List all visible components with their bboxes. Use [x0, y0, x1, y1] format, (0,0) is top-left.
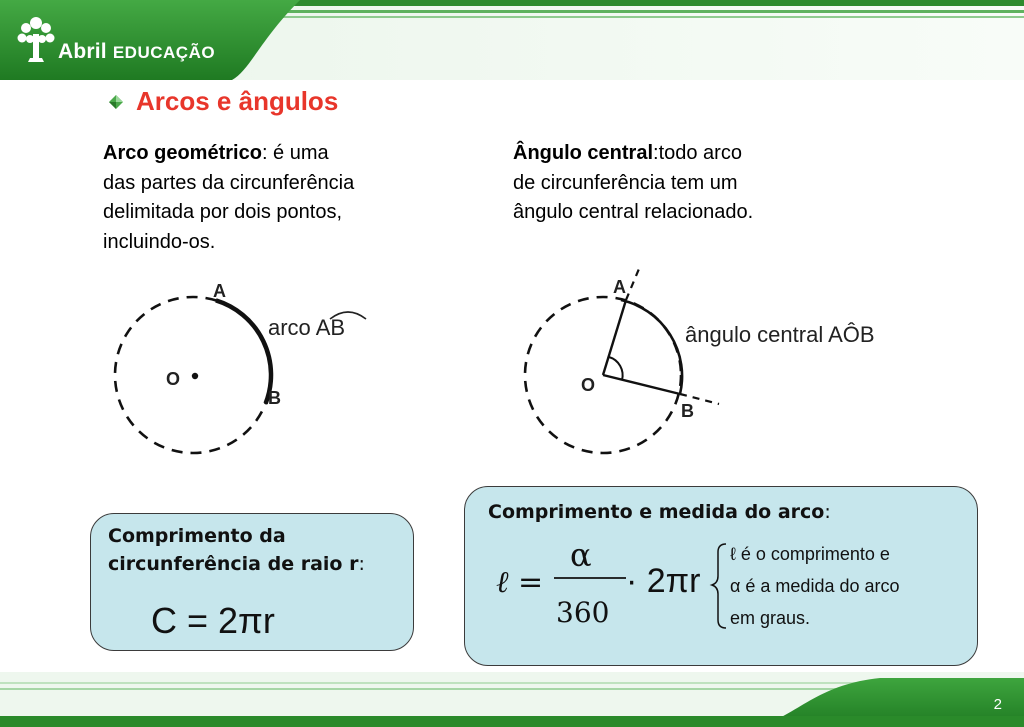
arc-caption: arco AB	[268, 315, 346, 340]
angulo-term: Ângulo central	[513, 142, 654, 164]
arco-line-2: delimitada por dois pontos,	[103, 201, 343, 223]
box1-colon: :	[358, 553, 365, 575]
box2-title: Comprimento e medida do arco	[488, 501, 825, 523]
formula-denominator: 360	[556, 596, 610, 629]
header-bar	[0, 0, 1024, 80]
arc-length-box-title	[488, 498, 831, 526]
angulo-line-1: de circunferência tem um	[513, 171, 738, 194]
tree-icon	[16, 14, 56, 66]
circumference-box-title	[108, 522, 365, 578]
center-point	[192, 373, 198, 379]
logo-name: Abril	[58, 40, 107, 63]
formula-rhs: · 2πr	[626, 562, 701, 600]
label-a: A	[613, 277, 626, 297]
arco-line-1: das partes da circunferência	[103, 171, 355, 194]
label-b: B	[268, 388, 281, 408]
circle-arc-solid	[621, 300, 682, 394]
slide-title	[108, 86, 338, 117]
radius-oa	[603, 300, 626, 375]
page-number: 2	[993, 696, 1002, 713]
arc-ab	[216, 300, 271, 403]
note-line-2: α é a medida do arco	[730, 576, 900, 596]
note-line-1: ℓ é o comprimento e	[730, 544, 890, 564]
label-a: A	[213, 281, 226, 301]
logo-subtitle: EDUCAÇÃO	[112, 43, 216, 62]
arc-diagram	[100, 275, 420, 460]
label-o: O	[166, 369, 181, 389]
box2-colon: :	[824, 501, 831, 523]
arco-term: Arco geométrico	[103, 142, 262, 164]
box1-title-line-1: Comprimento da	[108, 525, 286, 547]
angle-caption: ângulo central AÔB	[685, 322, 875, 347]
formula-lhs: ℓ =	[496, 565, 544, 600]
arco-line-3: incluindo-os.	[103, 230, 216, 253]
note-line-3: em graus.	[730, 608, 811, 628]
logo-wordmark	[58, 40, 215, 64]
angulo-line-2: ângulo central relacionado.	[513, 201, 754, 223]
title-text: Arcos e ângulos	[136, 86, 339, 116]
footer-background	[0, 672, 1024, 727]
angulo-definition	[513, 139, 833, 228]
diamond-bullet-icon	[108, 94, 124, 110]
central-angle-diagram	[505, 260, 925, 470]
brace-icon	[712, 544, 726, 628]
label-b: B	[681, 401, 694, 421]
label-o: O	[581, 375, 596, 395]
box1-title-line-2: circunferência de raio r	[108, 553, 359, 575]
arco-definition	[103, 139, 433, 257]
radius-ob	[603, 375, 680, 394]
arc-length-formula	[480, 528, 970, 638]
arco-sep: : é uma	[261, 142, 329, 164]
angulo-sep: :todo arco	[653, 142, 742, 164]
ray-oa-extension	[626, 264, 641, 300]
circumference-formula: C = 2πr	[151, 600, 275, 641]
formula-numerator: α	[570, 536, 592, 574]
footer-bar	[0, 672, 1024, 727]
